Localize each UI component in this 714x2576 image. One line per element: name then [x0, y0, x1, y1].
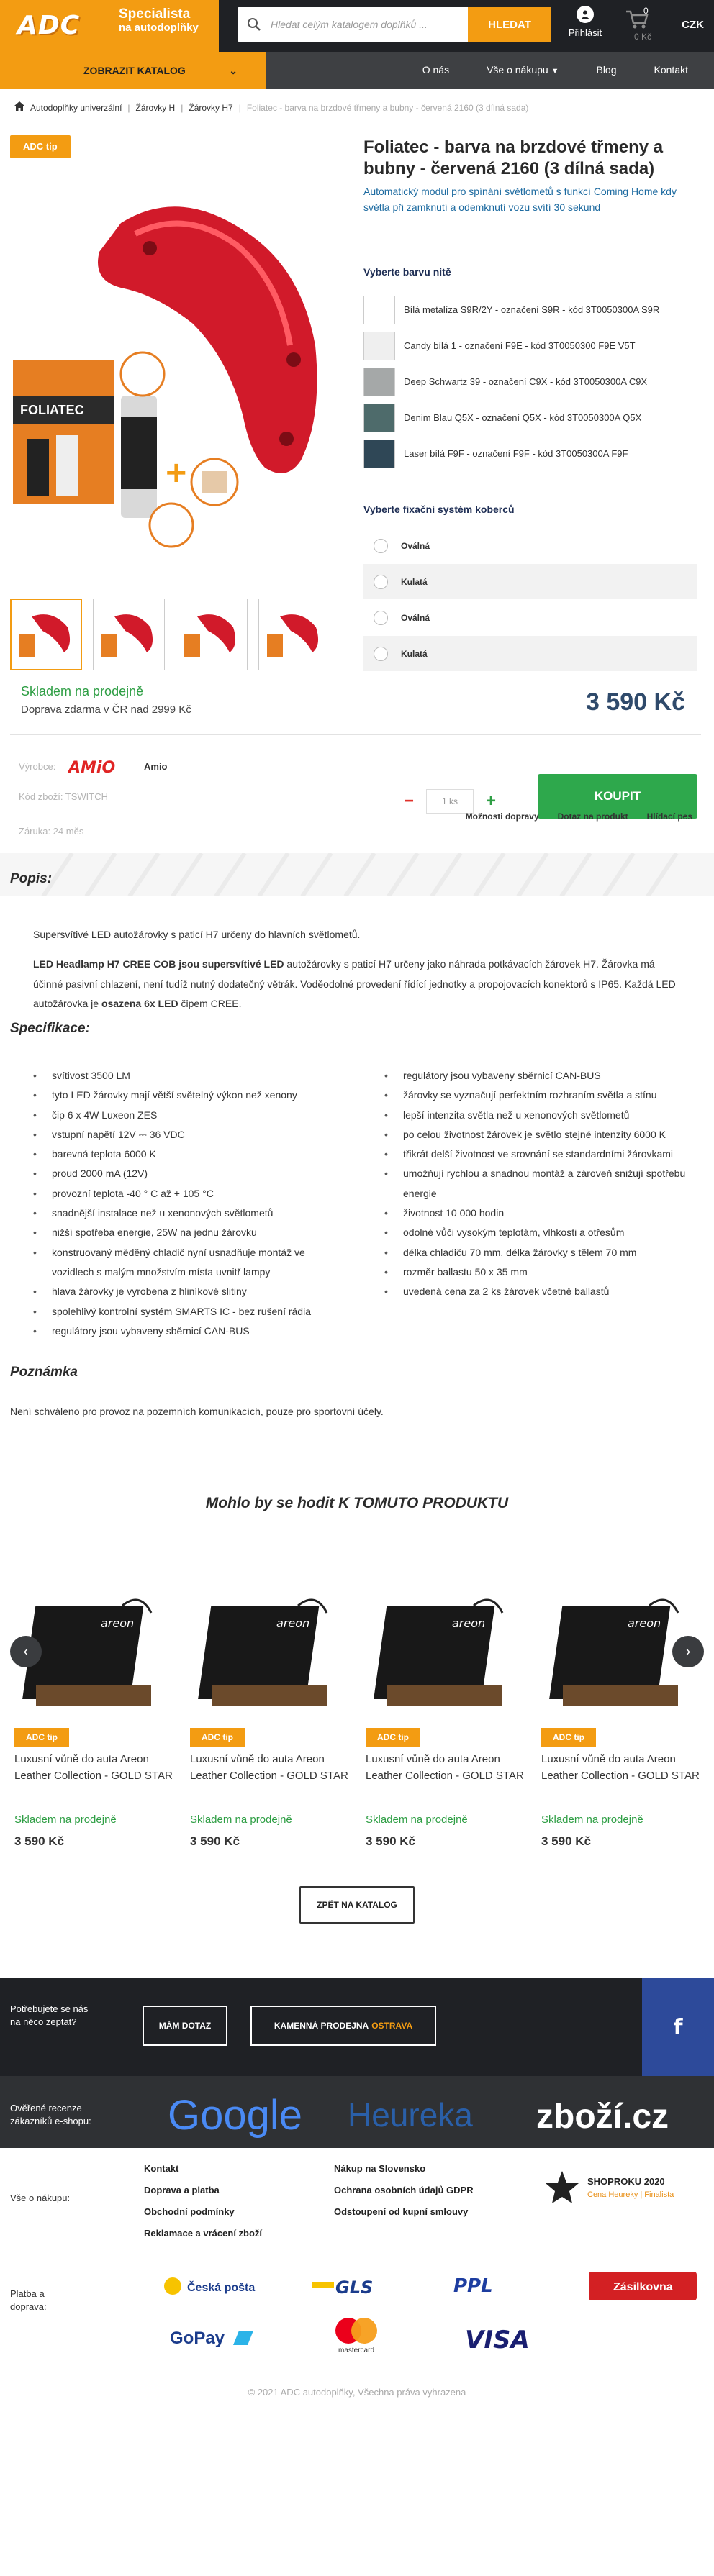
- fix-option-label: Kulatá: [401, 648, 428, 659]
- product-card-name[interactable]: Luxusní vůně do auta Areon Leather Collection - GOLD STAR: [14, 1753, 173, 1783]
- footer-link[interactable]: Reklamace a vrácení zboží: [144, 2228, 263, 2239]
- search-bar: [238, 7, 551, 42]
- breadcrumb-item[interactable]: Žárovky H: [135, 103, 176, 113]
- product-card-name[interactable]: Luxusní vůně do auta Areon Leather Collection - GOLD STAR: [541, 1753, 700, 1783]
- nav-link-shopping[interactable]: [468, 51, 577, 90]
- mastercard-text: mastercard: [338, 2347, 375, 2354]
- zasilkovna-logo: [589, 2272, 697, 2300]
- tagline-line-1: Specialista: [119, 6, 191, 22]
- spec-item: • nižší spotřeba energie, 25W na jednu žárovku: [33, 1223, 321, 1242]
- color-option[interactable]: [363, 364, 693, 400]
- color-swatch: [363, 332, 395, 360]
- product-card-price: 3 590 Kč: [541, 1834, 591, 1848]
- nav-link-blog[interactable]: Blog: [596, 64, 617, 76]
- user-icon: [577, 6, 594, 23]
- spec-item: • provozní teplota -40 ° C až + 105 °C: [33, 1184, 321, 1203]
- spec-item: • odolné vůči vysokým teplotám, vlhkosti a otřesům: [384, 1223, 687, 1242]
- plus-icon[interactable]: +: [485, 791, 496, 811]
- ppl-text: PPL: [453, 2275, 493, 2297]
- footer-column: [334, 2158, 474, 2223]
- chevron-down-icon: ⌄: [229, 65, 238, 76]
- product-card-image: [190, 1577, 348, 1721]
- footer-about-label: Vše o nákupu:: [10, 2193, 71, 2203]
- product-card[interactable]: [541, 1577, 708, 1851]
- spec-item: • tyto LED žárovky mají větší světelný výkon než xenony: [33, 1086, 321, 1105]
- fix-option-label: Oválná: [401, 612, 430, 623]
- description-heading: Popis:: [10, 871, 53, 886]
- product-card-price: 3 590 Kč: [366, 1834, 415, 1848]
- product-card[interactable]: [14, 1577, 181, 1851]
- search-input[interactable]: [271, 7, 468, 42]
- product-card-image: [366, 1577, 524, 1721]
- product-subtitle: Automatický modul pro spínání světlometů s funkcí Coming Home kdy světla při zamknutí a odemknutí vozu svítí 30 sekund: [363, 186, 677, 213]
- color-option[interactable]: [363, 328, 693, 364]
- login-link[interactable]: [566, 6, 604, 40]
- spec-item: • čip 6 x 4W Luxeon ZES: [33, 1106, 321, 1125]
- footer-link[interactable]: Odstoupení od kupní smlouvy: [334, 2206, 469, 2217]
- purchase-panel: [0, 759, 714, 853]
- footer-links: [0, 2148, 714, 2256]
- mastercard-logo: [331, 2315, 381, 2355]
- description-header: [0, 853, 714, 896]
- home-icon[interactable]: [14, 101, 24, 114]
- product-card[interactable]: [190, 1577, 357, 1851]
- copyright: © 2021 ADC autodoplňky, Všechna práva vyhrazena: [0, 2378, 714, 2407]
- footer-link[interactable]: Ochrana osobních údajů GDPR: [334, 2185, 474, 2195]
- breadcrumb-item[interactable]: Žárovky H7: [189, 103, 233, 113]
- store-button[interactable]: [250, 2006, 436, 2046]
- spec-item: • proud 2000 mA (12V): [33, 1164, 321, 1183]
- thumbnail[interactable]: [176, 599, 248, 670]
- adc-tip-badge: ADC tip: [14, 1728, 69, 1747]
- breadcrumb: [0, 89, 714, 127]
- specs-heading: Specifikace:: [10, 1021, 90, 1036]
- breadcrumb-item[interactable]: Autodoplňky univerzální: [30, 103, 122, 113]
- spec-item: • vstupní napětí 12V ⎓ 36 VDC: [33, 1125, 321, 1144]
- amio-logo-text: AMiO: [68, 759, 116, 775]
- back-to-catalog-button[interactable]: ZPĚT NA KATALOG: [299, 1886, 415, 1924]
- fix-option-label: Kulatá: [401, 576, 428, 587]
- fix-option-label: Oválná: [401, 540, 430, 551]
- star-icon: [544, 2170, 580, 2206]
- product-card-stock: Skladem na prodejně: [541, 1813, 643, 1826]
- adc-tip-badge: ADC tip: [10, 135, 71, 158]
- nav-link-about[interactable]: O nás: [422, 64, 450, 76]
- footer-contact: [0, 1978, 714, 2076]
- question-button[interactable]: MÁM DOTAZ: [143, 2006, 227, 2046]
- color-options: [363, 292, 693, 472]
- product-main-image[interactable]: [13, 180, 340, 557]
- spec-item: • konstruovaný měděný chladič nyní usnadňuje montáž ve vozidlech s malým množstvím místa uvnitř lampy: [33, 1243, 321, 1283]
- spec-item: • umožňují rychlou a snadnou montáž a zároveň snižují spotřebu energie: [384, 1164, 687, 1203]
- spec-item: • rozměr ballastu 50 x 35 mm: [384, 1262, 687, 1282]
- product-card[interactable]: [366, 1577, 533, 1851]
- specs-list-right: [384, 1066, 687, 1302]
- breadcrumb-separator: |: [127, 103, 130, 113]
- spec-item: • životnost 10 000 hodin: [384, 1203, 687, 1223]
- chevron-down-icon: ▼: [551, 67, 559, 76]
- description-bold: LED Headlamp H7 CREE COB jsou supersvítivé LED: [33, 958, 284, 970]
- description-bold: osazena 6x LED: [101, 997, 178, 1009]
- zasilkovna-text: Zásilkovna: [613, 2281, 673, 2293]
- cart-badge: 0: [643, 6, 649, 16]
- radio-button[interactable]: [374, 575, 388, 589]
- color-swatch: [363, 368, 395, 396]
- cart-button[interactable]: [625, 6, 661, 43]
- search-button[interactable]: HLEDAT: [468, 7, 551, 42]
- nav-links: [404, 51, 707, 90]
- product-price: 3 590 Kč: [586, 688, 685, 716]
- fix-option[interactable]: [363, 564, 697, 599]
- google-logo-text: Google: [168, 2092, 303, 2139]
- footer-link[interactable]: Doprava a platba: [144, 2185, 220, 2195]
- search-icon: [238, 7, 271, 42]
- spec-item: • po celou životnost žárovek je světlo stejné intenzity 6000 K: [384, 1125, 687, 1144]
- svg-text:FOLIATEC: FOLIATEC: [20, 403, 84, 417]
- maker-name: Amio: [144, 761, 168, 772]
- payment-shipping: [0, 2256, 714, 2378]
- fix-option[interactable]: [363, 600, 697, 635]
- amio-logo[interactable]: [68, 758, 133, 775]
- description-text: autožárovky s paticí H7 určeny jako náhrada potkávacích žárovek H7. Žárovka má účinné pasivní chlazení, není tudíž nutný dodatečný větrák. Voděodolné provedení řídící jednotky a propojovacích konektorů s IP65. Každá LED autožárovka je: [33, 958, 676, 1009]
- shipping-options-link[interactable]: Možnosti dopravy: [465, 811, 539, 822]
- ceska-posta-text: Česká pošta: [187, 2282, 256, 2294]
- note: [0, 1355, 714, 1485]
- site-logo[interactable]: [0, 0, 219, 52]
- stock-status: Skladem na prodejně: [21, 684, 144, 698]
- footer-reviews: [0, 2076, 714, 2148]
- visa-text: VISA: [465, 2326, 530, 2354]
- thumbnail[interactable]: [10, 599, 82, 670]
- currency-switch[interactable]: CZK: [682, 19, 704, 31]
- color-swatch: [363, 404, 395, 432]
- breadcrumb-current: Foliatec - barva na brzdové třmeny a bubny - červená 2160 (3 dílná sada): [246, 103, 529, 113]
- spec-item: • třikrát delší životnost ve srovnání se standardními žárovkami: [384, 1144, 687, 1164]
- areon-logo: areon: [101, 1616, 135, 1630]
- spec-item: • lepší intenzita světla než u xenonových světlometů: [384, 1106, 687, 1125]
- maker-label: Výrobce:: [19, 761, 56, 772]
- product-card-name[interactable]: Luxusní vůně do auta Areon Leather Collection - GOLD STAR: [190, 1753, 348, 1783]
- visa-logo: [461, 2322, 540, 2354]
- note-text: Není schváleno pro provoz na pozemních komunikacích, pouze pro sportovní účely.: [10, 1406, 384, 1417]
- footer-ask-text: Potřebujete se nás na něco zeptat?: [10, 2003, 89, 2027]
- buy-button[interactable]: KOUPIT: [538, 774, 697, 819]
- product-card-price: 3 590 Kč: [190, 1834, 240, 1848]
- color-option-label: Denim Blau Q5X - označení Q5X - kód 3T0050300A Q5X: [404, 412, 642, 424]
- gopay-text: GoPay: [170, 2329, 225, 2348]
- fix-system-label: Vyberte fixační systém koberců: [363, 504, 515, 515]
- thumbnail[interactable]: [258, 599, 330, 670]
- note-heading: Poznámka: [10, 1365, 78, 1380]
- gls-text: GLS: [335, 2277, 374, 2298]
- spec-item: • hlava žárovky je vyrobena z hliníkové slitiny: [33, 1282, 321, 1301]
- zbozi-logo-text: zboží.cz: [536, 2098, 669, 2136]
- color-option-label: Laser bílá F9F - označení F9F - kód 3T0050300A F9F: [404, 448, 628, 460]
- tagline-line-2: na autodoplňky: [119, 21, 199, 34]
- shop-year-award: Cena Heureky | Finalista: [587, 2190, 674, 2199]
- product-question-link[interactable]: Dotaz na produkt: [557, 811, 628, 822]
- adc-tip-badge: ADC tip: [541, 1728, 596, 1747]
- product-title: Foliatec - barva na brzdové třmeny a bubny - červená 2160 (3 dílná sada): [363, 137, 664, 178]
- heureka-logo[interactable]: [344, 2089, 510, 2139]
- description-paragraph: Supersvítivé LED autožárovky s paticí H7 určeny do hlavních světlometů.: [33, 929, 361, 940]
- spec-item: • barevná teplota 6000 K: [33, 1144, 321, 1164]
- facebook-icon[interactable]: f: [642, 1978, 714, 2076]
- areon-logo: areon: [276, 1616, 310, 1630]
- svg-text:+: +: [164, 456, 189, 489]
- adc-tip-badge: ADC tip: [190, 1728, 245, 1747]
- color-option[interactable]: [363, 436, 693, 472]
- color-label: Vyberte barvu nitě: [363, 266, 451, 278]
- product-carousel: [0, 1577, 714, 1865]
- footer-link[interactable]: Kontakt: [144, 2163, 179, 2174]
- spec-item: • uvedená cena za 2 ks žárovek včetně ballastů: [384, 1282, 687, 1301]
- warranty: Záruka: 24 měs: [19, 826, 84, 837]
- footer-link[interactable]: Obchodní podmínky: [144, 2206, 235, 2217]
- breadcrumb-separator: |: [181, 103, 184, 113]
- shop-year-title: SHOPROKU 2020: [587, 2176, 665, 2187]
- product-code: Kód zboží: TSWITCH: [19, 791, 109, 802]
- fix-option[interactable]: [363, 636, 697, 671]
- product-card-stock: Skladem na prodejně: [366, 1813, 468, 1826]
- product-card-stock: Skladem na prodejně: [190, 1813, 292, 1826]
- spec-item: • svítivost 3500 LM: [33, 1066, 321, 1086]
- tire-pattern: [0, 853, 714, 896]
- product-detail: [0, 127, 714, 767]
- fix-option[interactable]: [363, 528, 697, 563]
- chevron-right-icon[interactable]: ›: [672, 1636, 704, 1667]
- color-swatch: [363, 440, 395, 468]
- fix-system-options: [363, 528, 697, 672]
- footer-link[interactable]: Nákup na Slovensko: [334, 2163, 426, 2174]
- recommendations: [0, 1485, 714, 1978]
- watchdog-link[interactable]: Hlídací pes: [646, 811, 692, 822]
- product-card-stock: Skladem na prodejně: [14, 1813, 117, 1826]
- footer-column: [144, 2158, 262, 2244]
- color-option[interactable]: [363, 292, 693, 328]
- product-card-name[interactable]: Luxusní vůně do auta Areon Leather Collection - GOLD STAR: [366, 1753, 524, 1783]
- specifications: [0, 1014, 714, 1355]
- spec-item: • snadnější instalace než u xenonových světlometů: [33, 1203, 321, 1223]
- product-card-price: 3 590 Kč: [14, 1834, 64, 1848]
- breadcrumb-separator: |: [238, 103, 241, 113]
- nav-link-contact[interactable]: Kontakt: [654, 64, 688, 76]
- gls-logo: [312, 2272, 392, 2300]
- logo-text: ADC: [17, 11, 81, 40]
- top-bar: [0, 0, 714, 52]
- thumbnail[interactable]: [93, 599, 165, 670]
- shop-of-year-badge: [544, 2170, 674, 2206]
- color-option-label: Deep Schwartz 39 - označení C9X - kód 3T0050300A C9X: [404, 376, 648, 388]
- store-city: OSTRAVA: [371, 2021, 413, 2031]
- adc-tip-badge: ADC tip: [366, 1728, 420, 1747]
- reviews-text: Ověřené recenze zákazníků e-shopu:: [10, 2103, 91, 2127]
- product-links: [466, 810, 692, 823]
- specs-list-left: [33, 1066, 321, 1341]
- store-button-label: KAMENNÁ PRODEJNA: [274, 2021, 369, 2031]
- spec-item: • spolehlivý kontrolní systém SMARTS IC - bez rušení rádia: [33, 1302, 321, 1321]
- color-option-label: Candy bílá 1 - označení F9E - kód 3T0050300 F9E V5T: [404, 340, 636, 352]
- radio-button[interactable]: [374, 539, 388, 553]
- areon-logo: areon: [628, 1616, 661, 1630]
- divider: [10, 734, 701, 735]
- areon-logo: areon: [452, 1616, 486, 1630]
- spec-item: • žárovky se vyznačují perfektním rozhraním světla a stínu: [384, 1086, 687, 1105]
- color-option[interactable]: [363, 400, 693, 436]
- shipping-info: Doprava zdarma v ČR nad 2999 Kč: [21, 704, 191, 716]
- show-catalog-button[interactable]: [0, 52, 266, 89]
- zbozi-logo[interactable]: [533, 2089, 691, 2139]
- cart-total: 0 Kč: [633, 32, 651, 42]
- login-label: Přihlásit: [568, 27, 602, 38]
- spec-item: • regulátory jsou vybaveny sběrnicí CAN-BUS: [384, 1066, 687, 1086]
- color-swatch: [363, 296, 395, 324]
- footer: [0, 1978, 714, 2407]
- google-logo[interactable]: [164, 2089, 315, 2139]
- nav-link-shopping-label: Vše o nákupu: [487, 64, 548, 76]
- description: [0, 896, 714, 1014]
- logo-tagline: [119, 7, 199, 34]
- spec-item: • délka chladiču 70 mm, délka žárovky s tělem 70 mm: [384, 1243, 687, 1262]
- gopay-logo: [167, 2322, 268, 2354]
- heureka-logo-text: Heureka: [348, 2096, 473, 2134]
- color-option-label: Bílá metalíza S9R/2Y - označení S9R - kód 3T0050300A S9R: [404, 304, 660, 316]
- description-paragraph: [33, 955, 681, 1014]
- main-nav: [0, 52, 714, 89]
- recommendations-heading: Mohlo by se hodit K TOMUTO PRODUKTU: [205, 1495, 509, 1511]
- minus-icon[interactable]: −: [403, 791, 414, 811]
- description-text: čipem CREE.: [178, 997, 242, 1009]
- catalog-label: ZOBRAZIT KATALOG: [83, 64, 186, 76]
- payment-label: Platba a doprava:: [10, 2288, 47, 2312]
- chevron-left-icon[interactable]: ‹: [10, 1636, 42, 1667]
- thumbnail-strip: [10, 599, 330, 670]
- radio-button[interactable]: [374, 647, 388, 661]
- ppl-logo: [451, 2272, 551, 2300]
- ceska-posta-logo: [163, 2272, 271, 2300]
- spec-item: • regulátory jsou vybaveny sběrnicí CAN-BUS: [33, 1321, 321, 1341]
- radio-button[interactable]: [374, 611, 388, 625]
